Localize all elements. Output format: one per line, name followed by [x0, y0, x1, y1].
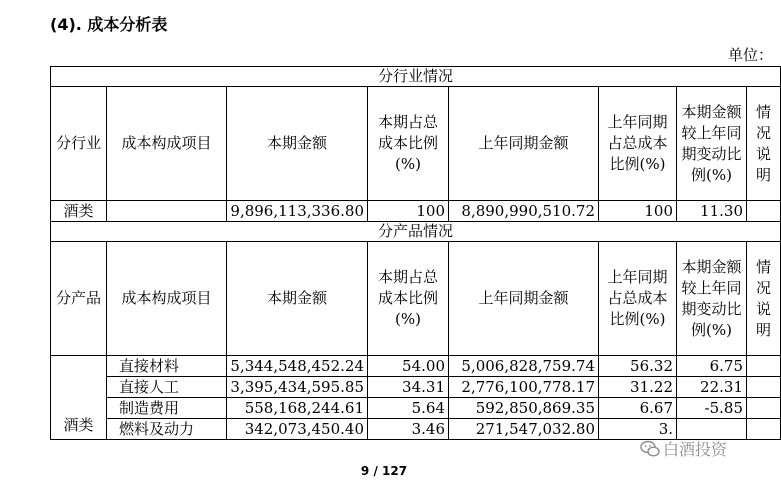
ratio-cell: 100	[368, 201, 449, 222]
table-row	[51, 201, 781, 222]
product-header-row	[51, 242, 781, 356]
note-cell	[747, 356, 781, 377]
header-cell: 分产品	[51, 242, 107, 356]
page-number: 9 / 127	[360, 464, 408, 478]
note-cell	[747, 398, 781, 419]
unit-label: 单位：	[728, 46, 774, 64]
watermark-text: 白酒投资	[663, 440, 728, 459]
header-cell: 本期金额较上年同期变动比例(%)	[677, 242, 747, 356]
header-cell: 上年同期金额	[449, 242, 599, 356]
last-ratio-cell: 100	[599, 201, 677, 222]
product-section-title: 分产品情况	[51, 222, 781, 242]
segment-cell: 酒类	[51, 356, 107, 440]
last-amount-cell: 8,890,990,510.72	[449, 201, 599, 222]
segment-cell: 酒类	[51, 201, 107, 222]
header-cell: 本期金额较上年同期变动比例(%)	[677, 87, 747, 201]
header-cell: 成本构成项目	[107, 242, 227, 356]
header-cell: 情况说明	[747, 242, 781, 356]
ratio-cell: 5.64	[368, 398, 449, 419]
note-cell	[747, 377, 781, 398]
last-ratio-cell: 56.32	[599, 356, 677, 377]
header-cell: 分行业	[51, 87, 107, 201]
item-cell: 燃料及动力	[107, 419, 227, 440]
amount-cell: 5,344,548,452.24	[227, 356, 368, 377]
last-ratio-cell: 31.22	[599, 377, 677, 398]
amount-cell: 9,896,113,336.80	[227, 201, 368, 222]
header-cell: 本期金额	[227, 87, 368, 201]
table-row	[51, 356, 781, 377]
item-cell: 制造费用	[107, 398, 227, 419]
wechat-icon	[640, 440, 660, 458]
header-cell: 情况说明	[747, 87, 781, 201]
header-cell: 成本构成项目	[107, 87, 227, 201]
industry-section-title: 分行业情况	[51, 67, 781, 87]
note-cell	[747, 201, 781, 222]
last-amount-cell: 2,776,100,778.17	[449, 377, 599, 398]
header-cell: 本期占总成本比例(%)	[368, 242, 449, 356]
change-cell: -5.85	[677, 398, 747, 419]
amount-cell: 342,073,450.40	[227, 419, 368, 440]
last-ratio-cell: 6.67	[599, 398, 677, 419]
header-cell: 本期占总成本比例(%)	[368, 87, 449, 201]
table-row	[51, 377, 781, 398]
header-cell: 上年同期占总成本比例(%)	[599, 87, 677, 201]
item-cell	[107, 201, 227, 222]
table-row	[51, 398, 781, 419]
last-amount-cell: 271,547,032.80	[449, 419, 599, 440]
last-ratio-cell: 3.	[599, 419, 677, 440]
item-cell: 直接材料	[107, 356, 227, 377]
section-title: (4). 成本分析表	[50, 15, 168, 34]
ratio-cell: 54.00	[368, 356, 449, 377]
amount-cell: 558,168,244.61	[227, 398, 368, 419]
note-cell	[747, 419, 781, 440]
ratio-cell: 3.46	[368, 419, 449, 440]
header-cell: 上年同期占总成本比例(%)	[599, 242, 677, 356]
change-cell: 6.75	[677, 356, 747, 377]
header-cell: 上年同期金额	[449, 87, 599, 201]
watermark	[640, 437, 727, 460]
item-cell: 直接人工	[107, 377, 227, 398]
last-amount-cell: 5,006,828,759.74	[449, 356, 599, 377]
cost-analysis-table	[50, 66, 781, 440]
header-cell: 本期金额	[227, 242, 368, 356]
ratio-cell: 34.31	[368, 377, 449, 398]
last-amount-cell: 592,850,869.35	[449, 398, 599, 419]
industry-header-row	[51, 87, 781, 201]
change-cell: 22.31	[677, 377, 747, 398]
change-cell: 11.30	[677, 201, 747, 222]
amount-cell: 3,395,434,595.85	[227, 377, 368, 398]
